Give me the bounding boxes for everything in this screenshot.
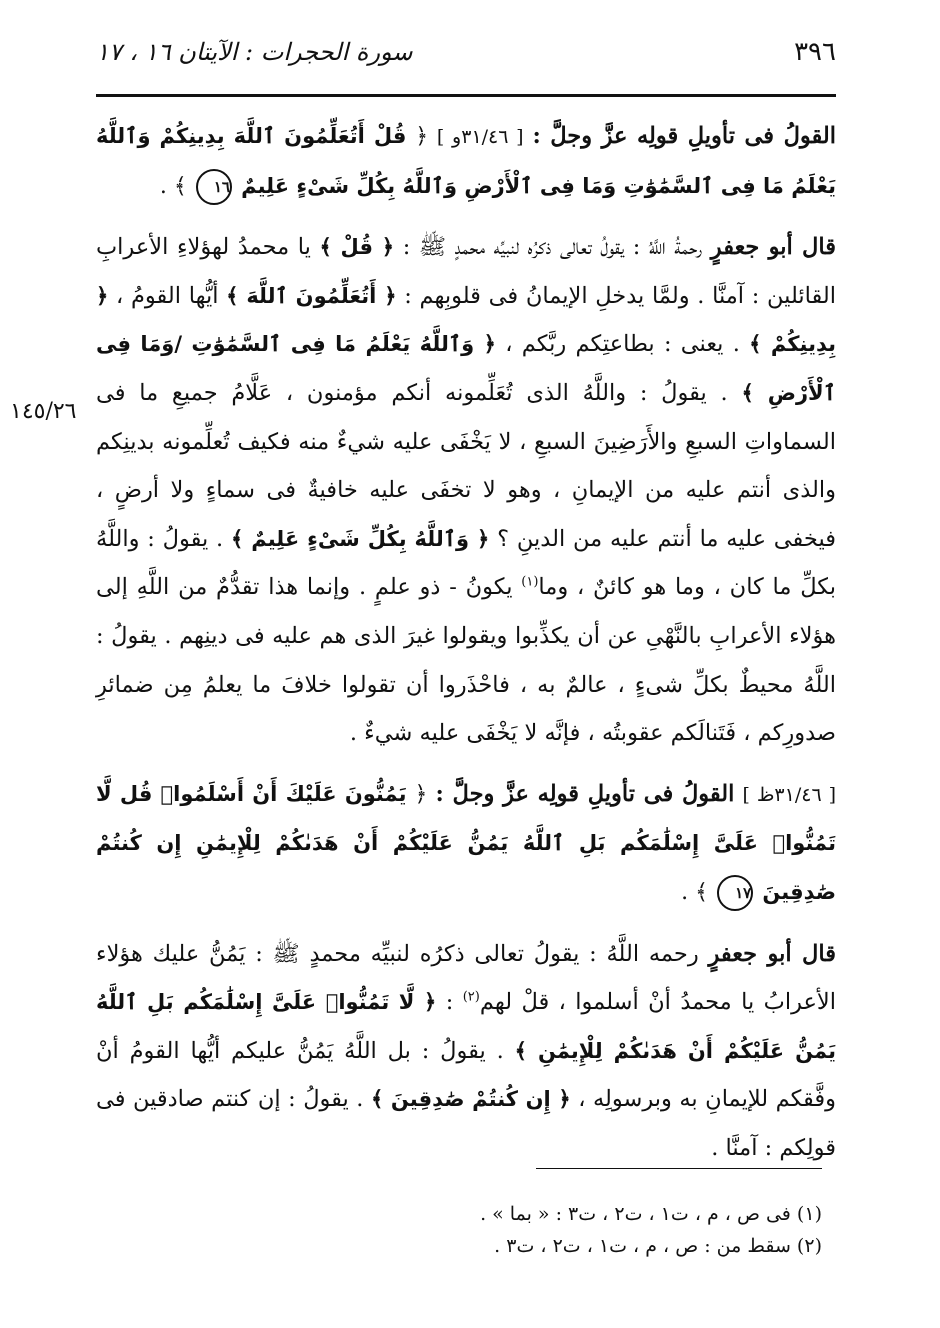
page-header [96,30,836,74]
commentary-text: . يعنى : بطاعتِكم ربَّكم ، [505,331,740,358]
commentary-text: يا محمدُ لهؤلاءِ الأعرابِ القائلين : آمنَّا . ولمَّا يدخلِ الإيمانُ فى قلوبِهم : [96,234,837,309]
footnote-marker-1: (١) [521,574,539,590]
heading-label: القولُ فى تأويلِ قولِه عزَّ وجلَّ : [435,780,735,807]
quoted-verse: ﴿ وَٱللَّهُ يَعْلَمُ مَا فِى ٱلسَّمَٰوَٰتِ /وَمَا فِى ٱلْأَرْضِ ﴾ [96,332,836,405]
section-heading-2 [96,770,836,918]
verse-open-bracket: ﴿ [415,124,429,149]
commentary-text: . يقولُ : إن كنتم صادقين فى قولِكم : آمنَّا . [96,1086,836,1161]
footnote-2: (٢) سقط من : ص ، م ، ت١ ، ت٢ ، ت٣ . [494,1235,822,1257]
footnote-rule [536,1168,822,1169]
commentary-paragraph-2 [96,930,836,1173]
main-text [96,112,836,1172]
manuscript-ref: [ ٣١/٤٦و ] [436,126,524,148]
commentary-text: رحمه اللَّهُ : يقولُ تعالى ذكرُه لنبيِّه محمدٍ ﷺ : يَمُنُّ عليك هؤلاء الأعرابُ يا محمدُ أنْ أسلموا ، قلْ لهم [96,940,836,1016]
speaker-lead: قال أبو جعفرٍ [710,234,836,261]
quoted-verse: ﴿ إِن كُنتُمْ صَٰدِقِينَ ﴾ [370,1087,571,1112]
commentary-text: : [445,989,454,1016]
verse-text: قُلْ أَتُعَلِّمُونَ ٱللَّهَ بِدِينِكُمْ وَٱللَّهُ يَعْلَمُ مَا فِى ٱلسَّمَٰوَٰتِ وَمَا فِى ٱلْأَرْضِ وَٱللَّهُ بِكُلِّ شَىْءٍ عَلِيمٌ [96,124,836,198]
quoted-verse: ﴿ بِدِينِكُمْ ﴾ [96,283,836,357]
commentary-paragraph-1 [96,223,836,758]
quoted-verse: ﴿ وَٱللَّهُ بِكُلِّ شَىْءٍ عَلِيمٌ ﴾ [231,526,490,551]
verse-close-bracket: ﴾ . [681,879,709,905]
heading-label: القولُ فى تأويلِ قولِه عزَّ وجلَّ : [532,123,837,149]
section-heading-1 [96,112,836,211]
commentary-text: يكونُ - ذو علمٍ . وإنما هذا تقدُّمٌ من اللَّهِ إلى هؤلاء الأعرابِ بالنَّهْىِ عن أن يكذِّبوا ويقولوا غيرَ الذى هم عليه فى دينِهم . يقولُ : اللَّهُ محيطٌ بكلِّ شىءٍ ، عالمٌ به ، فاحْذَروا أن تقولوا خلافَ ما يعلمُ مِن ضمائرِ صدورِكم ، فَتَنالَكم عقوبتُه ، فإنَّه لا يَخْفَى عليه شيءٌ . [96,574,836,747]
quoted-verse: ﴿ أَتُعَلِّمُونَ ٱللَّهَ ﴾ [226,283,397,308]
page-number: ٣٩٦ [794,37,836,67]
header-rule [96,94,836,97]
footnote-1: (١) فى ص ، م ، ت١ ، ت٢ ، ت٣ : « بما » . [480,1203,822,1225]
verse-close-bracket: ﴾ . [159,173,187,199]
commentary-text: رحمةُ اللَّهُ : يقولُ تعالى ذكرُه لنبيِّه محمدٍ ﷺ : [402,234,703,261]
ayah-number-marker: ١٦ [196,169,232,205]
commentary-text: أيُّها القومُ ، [116,282,219,309]
margin-reference: ١٤٥/٢٦ [10,399,77,424]
commentary-text: . يقولُ : واللَّهُ الذى تُعَلِّمونه أنكم مؤمنون ، عَلَّامُ جميعِ ما فى السماواتِ السبعِ والأَرَضِينَ السبعِ ، لا يَخْفَى عليه شيءٌ منه فكيف تُعلِّمونه بدينِكم والذى أنتم عليه من الإيمانِ ، وهو لا تخفَى عليه خافيةٌ فى سماءٍ ولا أرضٍ ، فيخفى عليه ما أنتم عليه من الدينِ ؟ [96,379,836,552]
verse-text: يَمُنُّونَ عَلَيْكَ أَنْ أَسْلَمُوا۟ قُل لَّا تَمُنُّوا۟ عَلَىَّ إِسْلَٰمَكُم بَلِ ٱللَّهُ يَمُنُّ عَلَيْكُمْ أَنْ هَدَىٰكُمْ لِلْإِيمَٰنِ إِن كُنتُمْ صَٰدِقِينَ [96,781,836,904]
running-title: سورة الحجرات : الآيتان ١٦ ، ١٧ [96,38,413,66]
quoted-verse: ﴿ لَّا تَمُنُّوا۟ عَلَىَّ إِسْلَٰمَكُم بَلِ ٱللَّهُ يَمُنُّ عَلَيْكُمْ أَنْ هَدَىٰكُمْ لِلْإِيمَٰنِ ﴾ [96,990,837,1063]
verse-open-bracket: ﴿ [414,781,428,807]
quoted-verse: ﴿ قُلْ ﴾ [319,235,395,260]
commentary-text: . يقولُ : واللَّهُ بكلِّ ما كان ، وما هو كائنٌ ، وما [96,525,836,601]
ayah-number-marker: ١٧ [717,875,753,911]
manuscript-ref: [ ٣١/٤٦ظ ] [742,783,837,806]
speaker-lead: قال أبو جعفرٍ [708,940,836,967]
footnotes [96,1198,822,1262]
footnote-marker-2: (٢) [462,989,480,1005]
commentary-text: . يقولُ : بل اللَّهُ يَمُنُّ عليكم أيُّها القومُ أنْ وفَّقكم للإيمانِ به وبرسولِه ، [96,1037,836,1113]
